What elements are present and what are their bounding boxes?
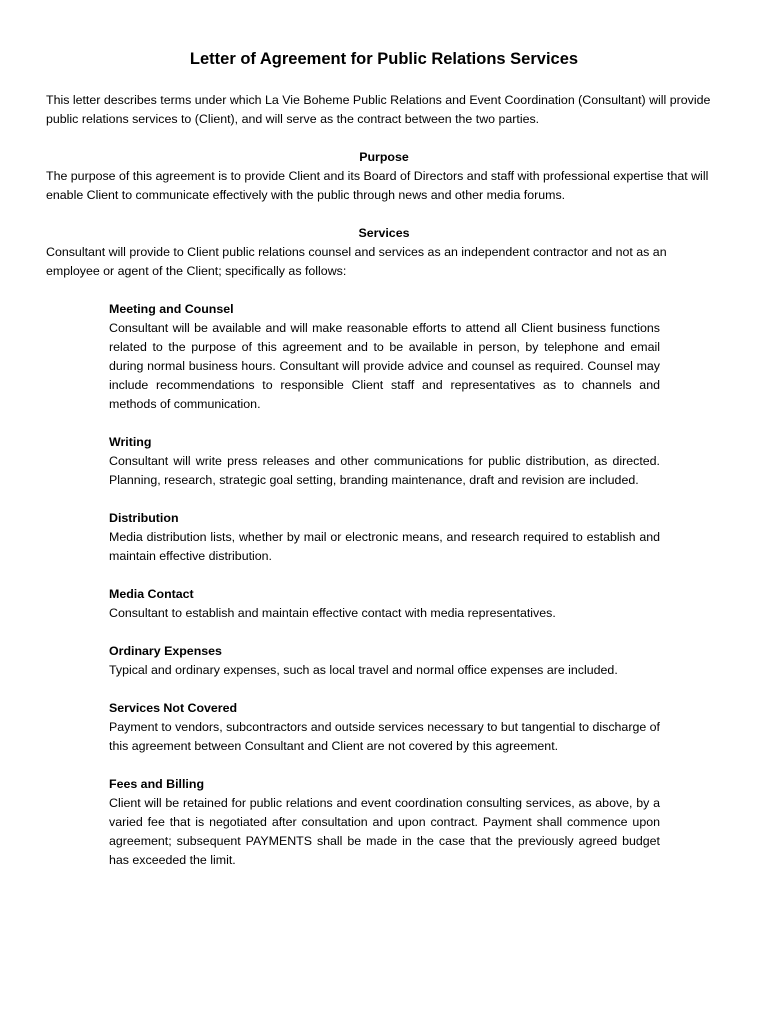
purpose-heading: Purpose	[359, 150, 409, 164]
service-item-meeting-and-counsel	[109, 300, 660, 414]
service-body: Consultant will be available and will make reasonable efforts to attend all Client business functions related to the purpose of this agreement and to be available in person, by telephone and email during normal business hours. Consultant will provide advice and counsel as required. Counsel may include recommendations to responsible Client staff and representatives as to channels and methods of communication.	[109, 321, 660, 411]
services-body: Consultant will provide to Client public relations counsel and services as an independent contractor and not as an employee or agent of the Client; specifically as follows:	[46, 245, 667, 278]
service-item-ordinary-expenses	[109, 642, 660, 680]
service-heading: Services Not Covered	[109, 701, 238, 715]
service-item-media-contact	[109, 585, 660, 623]
service-item-writing	[109, 433, 660, 490]
service-heading: Writing	[109, 435, 152, 449]
service-item-fees-and-billing	[109, 775, 660, 870]
service-body: Consultant to establish and maintain effective contact with media representatives.	[109, 606, 556, 620]
service-body: Payment to vendors, subcontractors and outside services necessary to but tangential to discharge of this agreement between Consultant and Client are not covered by this agreement.	[109, 720, 661, 753]
service-body: Client will be retained for public relations and event coordination consulting services, as above, by a varied fee that is negotiated after consultation and upon contract. Payment shall commence upon agreement; subsequent PAYMENTS shall be made in the case that the previously agreed budget has exceeded the limit.	[109, 796, 660, 867]
document-title: Letter of Agreement for Public Relations Services	[189, 50, 579, 68]
services-section	[46, 224, 722, 281]
service-heading: Fees and Billing	[109, 777, 205, 791]
service-item-distribution	[109, 509, 660, 566]
intro-paragraph: This letter describes terms under which La Vie Boheme Public Relations and Event Coordination (Consultant) will provide public relations services to (Client), and will serve as the contract between the two parties.	[46, 93, 711, 126]
service-heading: Distribution	[109, 511, 179, 525]
purpose-section	[46, 148, 722, 205]
services-heading: Services	[358, 226, 410, 240]
service-heading: Meeting and Counsel	[109, 302, 234, 316]
service-body: Consultant will write press releases and other communications for public distribution, as directed. Planning, research, strategic goal setting, branding maintenance, draft and revision are included.	[109, 454, 660, 487]
purpose-body: The purpose of this agreement is to provide Client and its Board of Directors and staff with professional expertise that will enable Client to communicate effectively with the public through news and other media forums.	[46, 169, 709, 202]
service-heading: Media Contact	[109, 587, 194, 601]
services-list	[109, 300, 660, 870]
service-item-services-not-covered	[109, 699, 660, 756]
service-heading: Ordinary Expenses	[109, 644, 222, 658]
service-body: Media distribution lists, whether by mail or electronic means, and research required to establish and maintain effective distribution.	[109, 530, 660, 563]
service-body: Typical and ordinary expenses, such as local travel and normal office expenses are included.	[109, 663, 618, 677]
